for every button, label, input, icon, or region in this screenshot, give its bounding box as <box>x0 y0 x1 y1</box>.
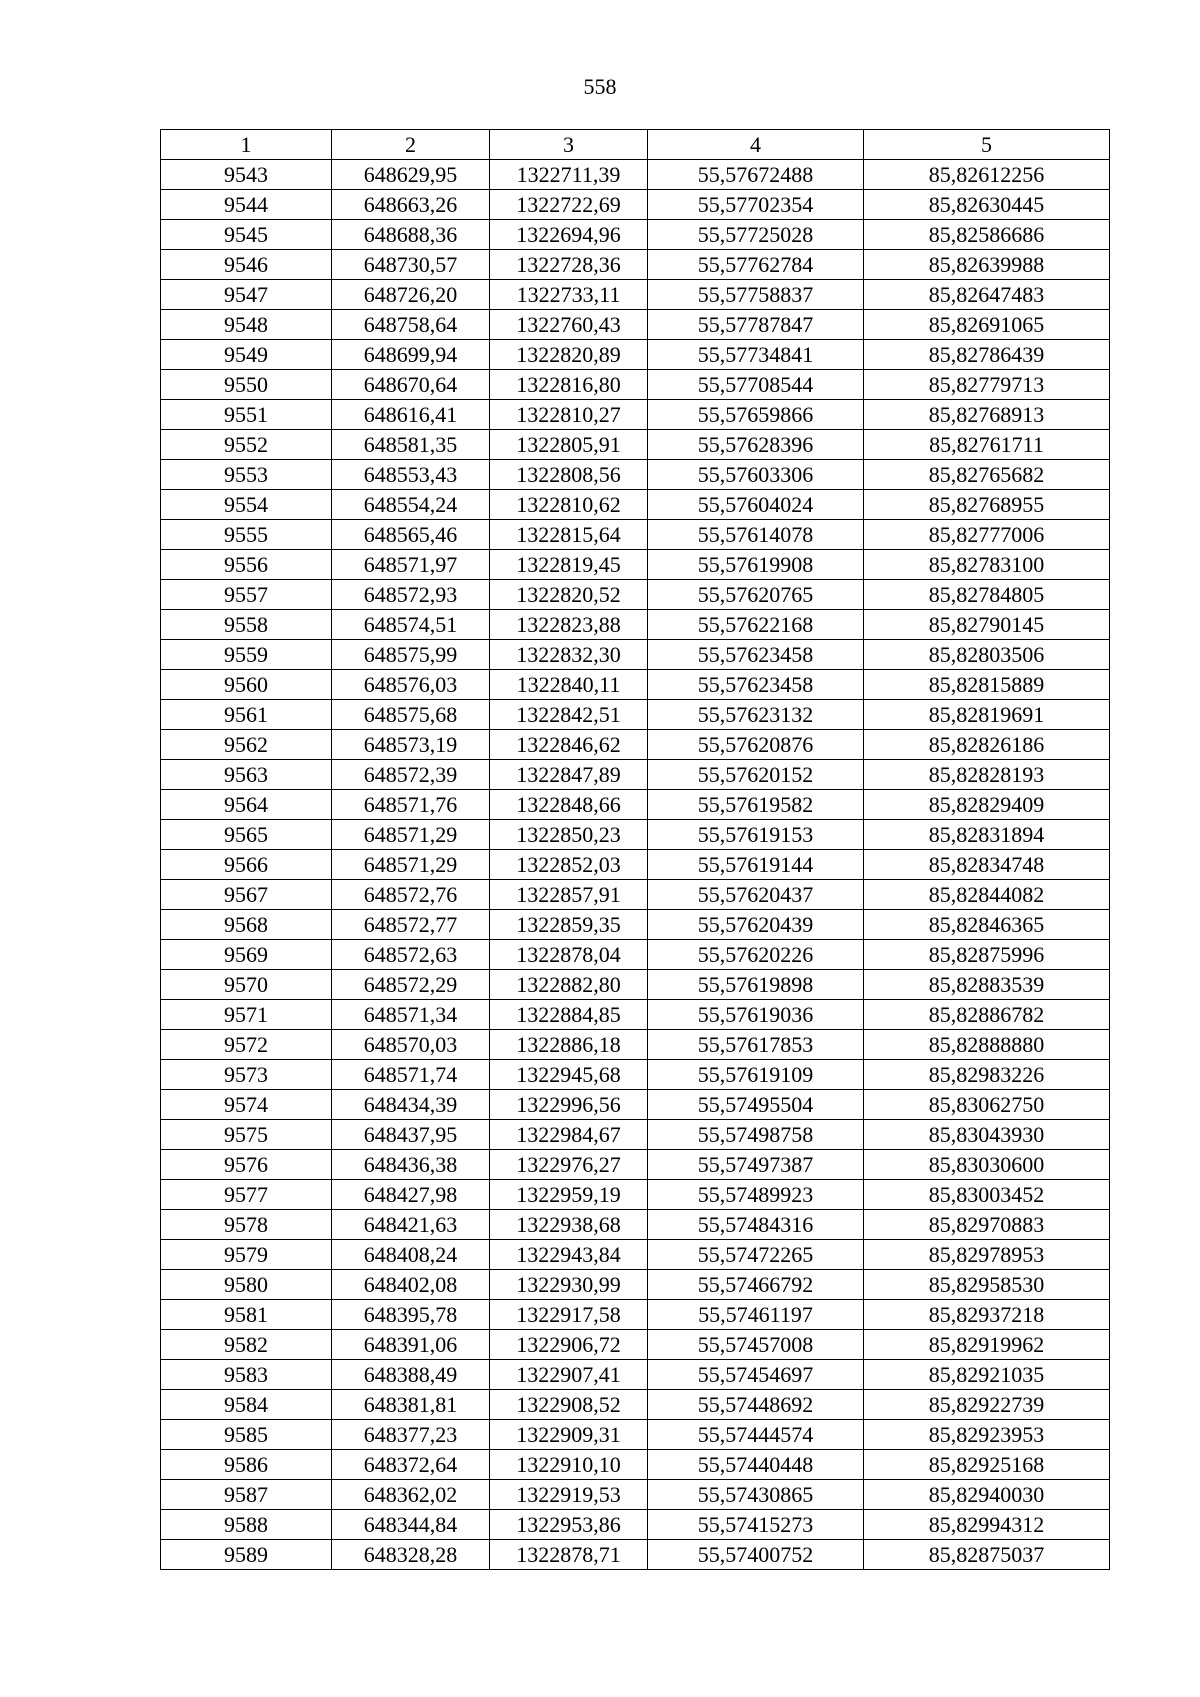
y-coordinate-cell: 1322760,43 <box>490 310 648 340</box>
longitude-cell: 85,82819691 <box>864 700 1110 730</box>
longitude-cell: 85,82647483 <box>864 280 1110 310</box>
latitude-cell: 55,57415273 <box>648 1510 864 1540</box>
y-coordinate-cell: 1322820,89 <box>490 340 648 370</box>
y-coordinate-cell: 1322878,71 <box>490 1540 648 1570</box>
table-row <box>161 1210 1110 1240</box>
latitude-cell: 55,57603306 <box>648 460 864 490</box>
latitude-cell: 55,57623132 <box>648 700 864 730</box>
point-number-cell: 9578 <box>161 1210 332 1240</box>
longitude-cell: 85,82790145 <box>864 610 1110 640</box>
column-header-4: 4 <box>648 130 864 160</box>
point-number-cell: 9549 <box>161 340 332 370</box>
x-coordinate-cell: 648388,49 <box>332 1360 490 1390</box>
point-number-cell: 9584 <box>161 1390 332 1420</box>
x-coordinate-cell: 648629,95 <box>332 160 490 190</box>
latitude-cell: 55,57659866 <box>648 400 864 430</box>
y-coordinate-cell: 1322884,85 <box>490 1000 648 1030</box>
latitude-cell: 55,57708544 <box>648 370 864 400</box>
x-coordinate-cell: 648571,97 <box>332 550 490 580</box>
x-coordinate-cell: 648576,03 <box>332 670 490 700</box>
y-coordinate-cell: 1322728,36 <box>490 250 648 280</box>
point-number-cell: 9550 <box>161 370 332 400</box>
latitude-cell: 55,57787847 <box>648 310 864 340</box>
y-coordinate-cell: 1322846,62 <box>490 730 648 760</box>
y-coordinate-cell: 1322945,68 <box>490 1060 648 1090</box>
table-row <box>161 1300 1110 1330</box>
latitude-cell: 55,57672488 <box>648 160 864 190</box>
table-row <box>161 1180 1110 1210</box>
table-row <box>161 340 1110 370</box>
column-header-3: 3 <box>490 130 648 160</box>
x-coordinate-cell: 648670,64 <box>332 370 490 400</box>
x-coordinate-cell: 648328,28 <box>332 1540 490 1570</box>
table-row <box>161 220 1110 250</box>
y-coordinate-cell: 1322917,58 <box>490 1300 648 1330</box>
x-coordinate-cell: 648434,39 <box>332 1090 490 1120</box>
latitude-cell: 55,57400752 <box>648 1540 864 1570</box>
latitude-cell: 55,57604024 <box>648 490 864 520</box>
table-row <box>161 370 1110 400</box>
x-coordinate-cell: 648616,41 <box>332 400 490 430</box>
y-coordinate-cell: 1322919,53 <box>490 1480 648 1510</box>
y-coordinate-cell: 1322976,27 <box>490 1150 648 1180</box>
y-coordinate-cell: 1322694,96 <box>490 220 648 250</box>
point-number-cell: 9561 <box>161 700 332 730</box>
table-row <box>161 640 1110 670</box>
point-number-cell: 9588 <box>161 1510 332 1540</box>
longitude-cell: 85,82834748 <box>864 850 1110 880</box>
longitude-cell: 85,82630445 <box>864 190 1110 220</box>
table-row <box>161 190 1110 220</box>
point-number-cell: 9589 <box>161 1540 332 1570</box>
y-coordinate-cell: 1322996,56 <box>490 1090 648 1120</box>
latitude-cell: 55,57472265 <box>648 1240 864 1270</box>
longitude-cell: 85,82828193 <box>864 760 1110 790</box>
column-header-5: 5 <box>864 130 1110 160</box>
y-coordinate-cell: 1322810,62 <box>490 490 648 520</box>
latitude-cell: 55,57454697 <box>648 1360 864 1390</box>
latitude-cell: 55,57762784 <box>648 250 864 280</box>
latitude-cell: 55,57702354 <box>648 190 864 220</box>
table-row <box>161 250 1110 280</box>
latitude-cell: 55,57619153 <box>648 820 864 850</box>
point-number-cell: 9547 <box>161 280 332 310</box>
x-coordinate-cell: 648572,76 <box>332 880 490 910</box>
y-coordinate-cell: 1322852,03 <box>490 850 648 880</box>
longitude-cell: 85,82978953 <box>864 1240 1110 1270</box>
longitude-cell: 85,82921035 <box>864 1360 1110 1390</box>
x-coordinate-cell: 648574,51 <box>332 610 490 640</box>
latitude-cell: 55,57448692 <box>648 1390 864 1420</box>
x-coordinate-cell: 648437,95 <box>332 1120 490 1150</box>
longitude-cell: 85,82779713 <box>864 370 1110 400</box>
x-coordinate-cell: 648391,06 <box>332 1330 490 1360</box>
latitude-cell: 55,57461197 <box>648 1300 864 1330</box>
point-number-cell: 9582 <box>161 1330 332 1360</box>
table-row <box>161 850 1110 880</box>
longitude-cell: 85,82691065 <box>864 310 1110 340</box>
longitude-cell: 85,82586686 <box>864 220 1110 250</box>
table-row <box>161 1510 1110 1540</box>
x-coordinate-cell: 648581,35 <box>332 430 490 460</box>
y-coordinate-cell: 1322906,72 <box>490 1330 648 1360</box>
y-coordinate-cell: 1322842,51 <box>490 700 648 730</box>
latitude-cell: 55,57619036 <box>648 1000 864 1030</box>
y-coordinate-cell: 1322840,11 <box>490 670 648 700</box>
x-coordinate-cell: 648758,64 <box>332 310 490 340</box>
latitude-cell: 55,57758837 <box>648 280 864 310</box>
column-header-2: 2 <box>332 130 490 160</box>
point-number-cell: 9571 <box>161 1000 332 1030</box>
latitude-cell: 55,57617853 <box>648 1030 864 1060</box>
table-row <box>161 1270 1110 1300</box>
longitude-cell: 85,82786439 <box>864 340 1110 370</box>
longitude-cell: 85,82970883 <box>864 1210 1110 1240</box>
point-number-cell: 9579 <box>161 1240 332 1270</box>
latitude-cell: 55,57614078 <box>648 520 864 550</box>
y-coordinate-cell: 1322953,86 <box>490 1510 648 1540</box>
y-coordinate-cell: 1322733,11 <box>490 280 648 310</box>
x-coordinate-cell: 648436,38 <box>332 1150 490 1180</box>
x-coordinate-cell: 648572,39 <box>332 760 490 790</box>
x-coordinate-cell: 648571,76 <box>332 790 490 820</box>
y-coordinate-cell: 1322810,27 <box>490 400 648 430</box>
longitude-cell: 85,82783100 <box>864 550 1110 580</box>
point-number-cell: 9543 <box>161 160 332 190</box>
x-coordinate-cell: 648554,24 <box>332 490 490 520</box>
point-number-cell: 9572 <box>161 1030 332 1060</box>
x-coordinate-cell: 648402,08 <box>332 1270 490 1300</box>
point-number-cell: 9585 <box>161 1420 332 1450</box>
longitude-cell: 85,82923953 <box>864 1420 1110 1450</box>
x-coordinate-cell: 648362,02 <box>332 1480 490 1510</box>
point-number-cell: 9554 <box>161 490 332 520</box>
point-number-cell: 9559 <box>161 640 332 670</box>
point-number-cell: 9574 <box>161 1090 332 1120</box>
point-number-cell: 9562 <box>161 730 332 760</box>
point-number-cell: 9551 <box>161 400 332 430</box>
longitude-cell: 85,82958530 <box>864 1270 1110 1300</box>
table-row <box>161 1120 1110 1150</box>
longitude-cell: 85,82765682 <box>864 460 1110 490</box>
longitude-cell: 85,82919962 <box>864 1330 1110 1360</box>
x-coordinate-cell: 648573,19 <box>332 730 490 760</box>
point-number-cell: 9567 <box>161 880 332 910</box>
y-coordinate-cell: 1322886,18 <box>490 1030 648 1060</box>
y-coordinate-cell: 1322930,99 <box>490 1270 648 1300</box>
y-coordinate-cell: 1322819,45 <box>490 550 648 580</box>
point-number-cell: 9570 <box>161 970 332 1000</box>
longitude-cell: 85,82844082 <box>864 880 1110 910</box>
latitude-cell: 55,57628396 <box>648 430 864 460</box>
latitude-cell: 55,57440448 <box>648 1450 864 1480</box>
table-row <box>161 910 1110 940</box>
page-number: 558 <box>583 74 617 99</box>
x-coordinate-cell: 648408,24 <box>332 1240 490 1270</box>
point-number-cell: 9546 <box>161 250 332 280</box>
y-coordinate-cell: 1322847,89 <box>490 760 648 790</box>
point-number-cell: 9555 <box>161 520 332 550</box>
table-row <box>161 460 1110 490</box>
table-header-row <box>161 130 1110 160</box>
latitude-cell: 55,57619109 <box>648 1060 864 1090</box>
longitude-cell: 85,82829409 <box>864 790 1110 820</box>
x-coordinate-cell: 648421,63 <box>332 1210 490 1240</box>
point-number-cell: 9553 <box>161 460 332 490</box>
x-coordinate-cell: 648572,93 <box>332 580 490 610</box>
longitude-cell: 85,83003452 <box>864 1180 1110 1210</box>
table-row <box>161 520 1110 550</box>
longitude-cell: 85,82937218 <box>864 1300 1110 1330</box>
table-row <box>161 1000 1110 1030</box>
table-row <box>161 1150 1110 1180</box>
point-number-cell: 9580 <box>161 1270 332 1300</box>
table-row <box>161 790 1110 820</box>
point-number-cell: 9558 <box>161 610 332 640</box>
point-number-cell: 9545 <box>161 220 332 250</box>
longitude-cell: 85,82940030 <box>864 1480 1110 1510</box>
table-row <box>161 160 1110 190</box>
x-coordinate-cell: 648575,68 <box>332 700 490 730</box>
latitude-cell: 55,57619144 <box>648 850 864 880</box>
table-row <box>161 1240 1110 1270</box>
longitude-cell: 85,82803506 <box>864 640 1110 670</box>
table-row <box>161 730 1110 760</box>
y-coordinate-cell: 1322909,31 <box>490 1420 648 1450</box>
table-row <box>161 1450 1110 1480</box>
table-row <box>161 670 1110 700</box>
point-number-cell: 9552 <box>161 430 332 460</box>
y-coordinate-cell: 1322820,52 <box>490 580 648 610</box>
point-number-cell: 9583 <box>161 1360 332 1390</box>
table-row <box>161 760 1110 790</box>
y-coordinate-cell: 1322850,23 <box>490 820 648 850</box>
latitude-cell: 55,57619582 <box>648 790 864 820</box>
table-row <box>161 1330 1110 1360</box>
x-coordinate-cell: 648699,94 <box>332 340 490 370</box>
table-row <box>161 490 1110 520</box>
longitude-cell: 85,82886782 <box>864 1000 1110 1030</box>
point-number-cell: 9581 <box>161 1300 332 1330</box>
x-coordinate-cell: 648730,57 <box>332 250 490 280</box>
table-row <box>161 1030 1110 1060</box>
x-coordinate-cell: 648571,34 <box>332 1000 490 1030</box>
table-row <box>161 550 1110 580</box>
latitude-cell: 55,57734841 <box>648 340 864 370</box>
longitude-cell: 85,82768913 <box>864 400 1110 430</box>
longitude-cell: 85,82925168 <box>864 1450 1110 1480</box>
longitude-cell: 85,82888880 <box>864 1030 1110 1060</box>
table-row <box>161 580 1110 610</box>
longitude-cell: 85,82784805 <box>864 580 1110 610</box>
table-row <box>161 310 1110 340</box>
latitude-cell: 55,57623458 <box>648 670 864 700</box>
latitude-cell: 55,57620765 <box>648 580 864 610</box>
x-coordinate-cell: 648565,46 <box>332 520 490 550</box>
x-coordinate-cell: 648572,77 <box>332 910 490 940</box>
longitude-cell: 85,82768955 <box>864 490 1110 520</box>
point-number-cell: 9548 <box>161 310 332 340</box>
y-coordinate-cell: 1322882,80 <box>490 970 648 1000</box>
x-coordinate-cell: 648570,03 <box>332 1030 490 1060</box>
longitude-cell: 85,82761711 <box>864 430 1110 460</box>
x-coordinate-cell: 648571,74 <box>332 1060 490 1090</box>
y-coordinate-cell: 1322805,91 <box>490 430 648 460</box>
longitude-cell: 85,82826186 <box>864 730 1110 760</box>
point-number-cell: 9563 <box>161 760 332 790</box>
latitude-cell: 55,57725028 <box>648 220 864 250</box>
table-row <box>161 1360 1110 1390</box>
x-coordinate-cell: 648427,98 <box>332 1180 490 1210</box>
table-row <box>161 400 1110 430</box>
latitude-cell: 55,57457008 <box>648 1330 864 1360</box>
longitude-cell: 85,82883539 <box>864 970 1110 1000</box>
latitude-cell: 55,57495504 <box>648 1090 864 1120</box>
table-row <box>161 1390 1110 1420</box>
table-row <box>161 820 1110 850</box>
point-number-cell: 9576 <box>161 1150 332 1180</box>
table-row <box>161 1480 1110 1510</box>
y-coordinate-cell: 1322816,80 <box>490 370 648 400</box>
table-row <box>161 1060 1110 1090</box>
y-coordinate-cell: 1322959,19 <box>490 1180 648 1210</box>
point-number-cell: 9587 <box>161 1480 332 1510</box>
y-coordinate-cell: 1322910,10 <box>490 1450 648 1480</box>
longitude-cell: 85,82875037 <box>864 1540 1110 1570</box>
x-coordinate-cell: 648395,78 <box>332 1300 490 1330</box>
latitude-cell: 55,57622168 <box>648 610 864 640</box>
point-number-cell: 9556 <box>161 550 332 580</box>
latitude-cell: 55,57620226 <box>648 940 864 970</box>
y-coordinate-cell: 1322908,52 <box>490 1390 648 1420</box>
x-coordinate-cell: 648575,99 <box>332 640 490 670</box>
point-number-cell: 9565 <box>161 820 332 850</box>
x-coordinate-cell: 648572,29 <box>332 970 490 1000</box>
table-row <box>161 700 1110 730</box>
longitude-cell: 85,82875996 <box>864 940 1110 970</box>
longitude-cell: 85,82815889 <box>864 670 1110 700</box>
y-coordinate-cell: 1322859,35 <box>490 910 648 940</box>
y-coordinate-cell: 1322711,39 <box>490 160 648 190</box>
x-coordinate-cell: 648571,29 <box>332 820 490 850</box>
x-coordinate-cell: 648553,43 <box>332 460 490 490</box>
longitude-cell: 85,83062750 <box>864 1090 1110 1120</box>
latitude-cell: 55,57619898 <box>648 970 864 1000</box>
column-header-1: 1 <box>161 130 332 160</box>
point-number-cell: 9586 <box>161 1450 332 1480</box>
coordinates-table <box>160 129 1110 1570</box>
y-coordinate-cell: 1322943,84 <box>490 1240 648 1270</box>
latitude-cell: 55,57620876 <box>648 730 864 760</box>
x-coordinate-cell: 648726,20 <box>332 280 490 310</box>
longitude-cell: 85,82983226 <box>864 1060 1110 1090</box>
x-coordinate-cell: 648572,63 <box>332 940 490 970</box>
latitude-cell: 55,57620437 <box>648 880 864 910</box>
table-row <box>161 940 1110 970</box>
latitude-cell: 55,57497387 <box>648 1150 864 1180</box>
table-row <box>161 280 1110 310</box>
longitude-cell: 85,82612256 <box>864 160 1110 190</box>
longitude-cell: 85,82831894 <box>864 820 1110 850</box>
point-number-cell: 9560 <box>161 670 332 700</box>
x-coordinate-cell: 648571,29 <box>332 850 490 880</box>
latitude-cell: 55,57623458 <box>648 640 864 670</box>
y-coordinate-cell: 1322722,69 <box>490 190 648 220</box>
latitude-cell: 55,57498758 <box>648 1120 864 1150</box>
table-row <box>161 430 1110 460</box>
y-coordinate-cell: 1322815,64 <box>490 520 648 550</box>
table-row <box>161 970 1110 1000</box>
table-row <box>161 1090 1110 1120</box>
table-row <box>161 1420 1110 1450</box>
point-number-cell: 9575 <box>161 1120 332 1150</box>
latitude-cell: 55,57620152 <box>648 760 864 790</box>
y-coordinate-cell: 1322907,41 <box>490 1360 648 1390</box>
table-row <box>161 610 1110 640</box>
latitude-cell: 55,57619908 <box>648 550 864 580</box>
longitude-cell: 85,83030600 <box>864 1150 1110 1180</box>
point-number-cell: 9569 <box>161 940 332 970</box>
latitude-cell: 55,57430865 <box>648 1480 864 1510</box>
point-number-cell: 9577 <box>161 1180 332 1210</box>
table-body <box>161 160 1110 1570</box>
y-coordinate-cell: 1322984,67 <box>490 1120 648 1150</box>
y-coordinate-cell: 1322823,88 <box>490 610 648 640</box>
latitude-cell: 55,57489923 <box>648 1180 864 1210</box>
table-row <box>161 1540 1110 1570</box>
x-coordinate-cell: 648372,64 <box>332 1450 490 1480</box>
y-coordinate-cell: 1322832,30 <box>490 640 648 670</box>
point-number-cell: 9557 <box>161 580 332 610</box>
longitude-cell: 85,82922739 <box>864 1390 1110 1420</box>
point-number-cell: 9566 <box>161 850 332 880</box>
point-number-cell: 9573 <box>161 1060 332 1090</box>
latitude-cell: 55,57466792 <box>648 1270 864 1300</box>
x-coordinate-cell: 648381,81 <box>332 1390 490 1420</box>
x-coordinate-cell: 648688,36 <box>332 220 490 250</box>
y-coordinate-cell: 1322938,68 <box>490 1210 648 1240</box>
longitude-cell: 85,82846365 <box>864 910 1110 940</box>
longitude-cell: 85,83043930 <box>864 1120 1110 1150</box>
point-number-cell: 9544 <box>161 190 332 220</box>
longitude-cell: 85,82777006 <box>864 520 1110 550</box>
longitude-cell: 85,82639988 <box>864 250 1110 280</box>
y-coordinate-cell: 1322857,91 <box>490 880 648 910</box>
latitude-cell: 55,57620439 <box>648 910 864 940</box>
longitude-cell: 85,82994312 <box>864 1510 1110 1540</box>
x-coordinate-cell: 648663,26 <box>332 190 490 220</box>
latitude-cell: 55,57444574 <box>648 1420 864 1450</box>
latitude-cell: 55,57484316 <box>648 1210 864 1240</box>
y-coordinate-cell: 1322808,56 <box>490 460 648 490</box>
table-row <box>161 880 1110 910</box>
point-number-cell: 9568 <box>161 910 332 940</box>
point-number-cell: 9564 <box>161 790 332 820</box>
y-coordinate-cell: 1322878,04 <box>490 940 648 970</box>
x-coordinate-cell: 648344,84 <box>332 1510 490 1540</box>
x-coordinate-cell: 648377,23 <box>332 1420 490 1450</box>
y-coordinate-cell: 1322848,66 <box>490 790 648 820</box>
